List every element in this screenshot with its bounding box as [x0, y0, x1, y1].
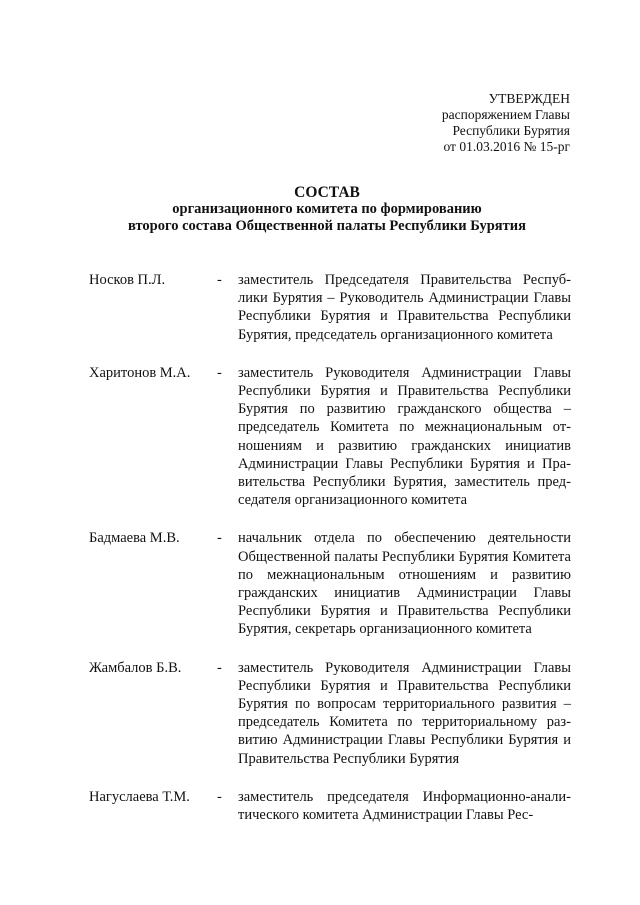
member-row [89, 529, 571, 638]
member-name: Жамбалов Б.В. [89, 659, 182, 676]
member-role: заместитель председателя Информационно-аналитического комитета Администрации Главы Рес- [238, 788, 571, 824]
member-row [89, 659, 571, 768]
member-row [89, 271, 571, 344]
member-dash: - [217, 788, 222, 805]
approval-stamp [442, 91, 570, 155]
document-heading [60, 184, 594, 235]
member-row [89, 788, 571, 824]
heading-title: СОСТАВ [294, 184, 360, 201]
member-name: Нагуслаева Т.М. [89, 788, 190, 805]
member-list [89, 271, 571, 844]
member-name: Харитонов М.А. [89, 364, 191, 381]
member-dash: - [217, 364, 222, 381]
member-role: заместитель Руководителя Администрации Главы Республики Бурятия и Правительства Республики Бурятия по вопросам территориального развития – председатель Комитета по территориальному развитию Администрации Главы Республики Бурятия и Правительства Республики Бурятия [238, 659, 571, 767]
member-row [89, 364, 571, 510]
approval-line: распоряжением Главы [441, 107, 570, 122]
heading-subtitle: второго состава Общественной палаты Республики Бурятия [128, 218, 526, 234]
member-name: Носков П.Л. [89, 272, 166, 288]
approval-title: УТВЕРЖДЕН [488, 91, 570, 106]
approval-date: от 01.03.2016 № 15-рг [443, 139, 570, 154]
member-dash: - [217, 530, 222, 547]
member-role: заместитель Председателя Правительства Республики Бурятия – Руководитель Администрации Главы Республики Бурятия и Правительства Республики Бурятия, председатель организационного комитета [238, 272, 571, 343]
member-dash: - [217, 272, 222, 288]
member-role: начальник отдела по обеспечению деятельности Общественной палаты Республики Бурятия Комитета по межнациональным отношениям и развитию гражданских инициатив Администрации Главы Республики Бурятия и Правительства Республики Бурятия, секретарь организационного комитета [238, 530, 571, 638]
member-dash: - [217, 659, 222, 676]
heading-subtitle: организационного комитета по формированию [172, 201, 482, 217]
approval-line: Республики Бурятия [452, 123, 570, 138]
member-role: заместитель Руководителя Администрации Главы Республики Бурятия и Правительства Республики Бурятия по развитию гражданского общества – председатель Комитета по межнациональным отношениям и развитию гражданских инициатив Администрации Главы Республики Бурятия и Правительства Республики Бурятия, заместитель председателя организационного комитета [238, 364, 571, 509]
member-name: Бадмаева М.В. [89, 530, 180, 547]
